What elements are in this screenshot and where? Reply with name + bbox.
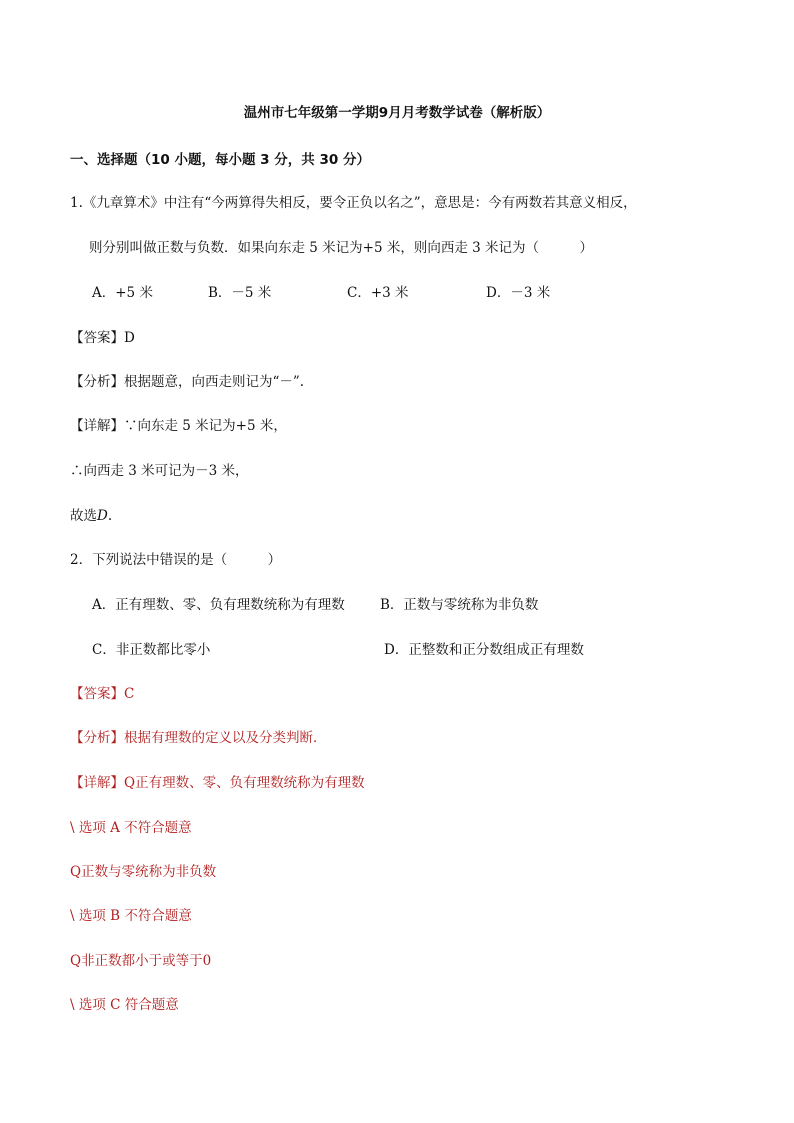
q2-stem: 2．下列说法中错误的是（ ） — [70, 552, 282, 568]
q1-conclusion-suffix: . — [107, 508, 113, 524]
q2-detail-4: \ 选项 B 不符合题意 — [70, 908, 192, 924]
q2-answer: 【答案】C — [70, 686, 135, 702]
q2-detail-1: 【详解】Q正有理数、零、负有理数统称为有理数 — [70, 775, 365, 791]
q1-option-c: C．+3 米 — [347, 285, 409, 301]
q1-option-d: D．－3 米 — [486, 285, 551, 301]
q1-option-b: B．－5 米 — [208, 285, 272, 301]
q1-conclusion-prefix: 故选 — [70, 508, 97, 524]
q1-detail-1: 【详解】∵向东走 5 米记为+5 米， — [70, 418, 287, 434]
q1-option-a: A．+5 米 — [92, 285, 153, 301]
q2-option-c: C．非正数都比零小 — [92, 642, 211, 658]
q1-stem-line1: 1.《九章算术》中注有“今两算得失相反，要令正负以名之”，意思是：今有两数若其意义相反， — [70, 195, 637, 211]
q2-analysis: 【分析】根据有理数的定义以及分类判断． — [70, 730, 327, 746]
document-title: 温州市七年级第一学期9月月考数学试卷（解析版） — [243, 105, 551, 121]
q2-option-a: A．正有理数、零、负有理数统称为有理数 — [92, 597, 345, 613]
q1-stem-line2: 则分别叫做正数与负数．如果向东走 5 米记为+5 米，则向西走 3 米记为（ ） — [89, 240, 594, 256]
q1-analysis: 【分析】根据题意，向西走则记为“－”. — [70, 374, 305, 390]
q2-option-b: B．正数与零统称为非负数 — [380, 597, 539, 613]
section-heading: 一、选择题（10 小题，每小题 3 分，共 30 分） — [70, 152, 370, 168]
q1-conclusion-choice: D — [97, 508, 108, 524]
q2-option-d: D．正整数和正分数组成正有理数 — [384, 642, 584, 658]
q2-detail-5: Q非正数都小于或等于0 — [70, 953, 212, 969]
q1-detail-2: ∴向西走 3 米可记为－3 米， — [70, 463, 249, 479]
q1-conclusion — [70, 504, 112, 524]
q2-detail-2: \ 选项 A 不符合题意 — [70, 820, 192, 836]
q2-detail-3: Q正数与零统称为非负数 — [70, 864, 217, 880]
q2-detail-6: \ 选项 C 符合题意 — [70, 997, 179, 1013]
q1-answer: 【答案】D — [70, 330, 135, 346]
